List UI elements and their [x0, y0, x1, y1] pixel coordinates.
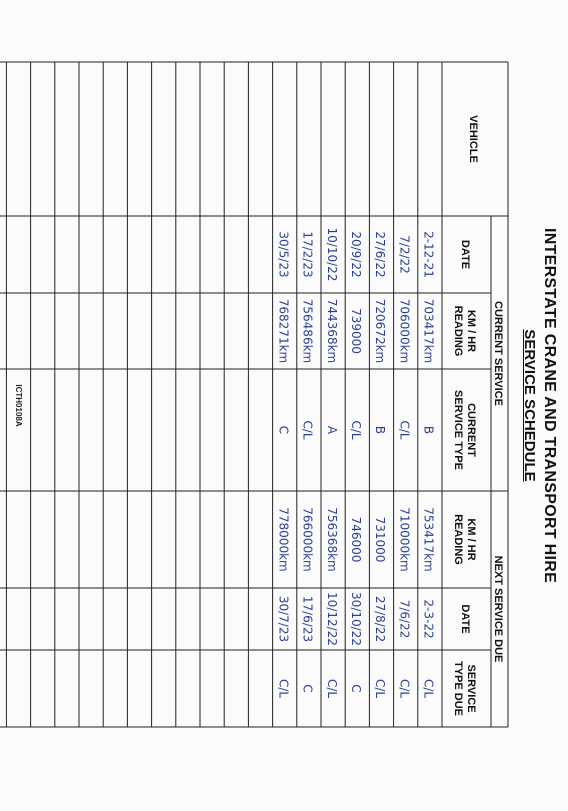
next-reading-header: READING	[452, 514, 464, 565]
cell-km: 744368km	[324, 298, 339, 364]
cell-type: C/L	[300, 420, 315, 440]
cell-type: B	[421, 425, 436, 435]
cell-next-km: 778000km	[276, 507, 291, 572]
cell-next-date: 7/6/22	[397, 599, 412, 639]
cell-next-type: C	[348, 684, 363, 693]
cell-date: 27/6/22	[373, 231, 388, 278]
cell-km: 706000km	[397, 298, 412, 364]
type-due-header: TYPE DUE	[452, 660, 464, 717]
document-title: INTERSTATE CRANE AND TRANSPORT HIRE	[541, 227, 558, 584]
next-service-due-header: NEXT SERVICE DUE	[492, 555, 504, 663]
cell-next-type: C	[300, 684, 315, 693]
cell-next-date: 10/12/22	[324, 592, 339, 646]
vehicle-header: VEHICLE	[467, 115, 479, 163]
cell-date: 20/9/22	[348, 231, 363, 278]
cell-next-date: 27/8/22	[373, 595, 388, 643]
cell-km: 703417km	[421, 298, 436, 364]
cell-type: C	[276, 425, 291, 435]
cell-next-km: 746000	[348, 516, 363, 563]
cell-next-date: 30/7/23	[276, 595, 291, 643]
cell-type: C/L	[348, 420, 363, 440]
cell-date: 30/5/23	[276, 231, 291, 278]
cell-next-type: C/L	[324, 678, 339, 699]
cell-type: C/L	[397, 420, 412, 440]
cell-next-km: 753417km	[421, 507, 436, 572]
cell-km: 768271km	[276, 298, 291, 364]
cell-next-km: 710000km	[397, 507, 412, 572]
cell-next-date: 2-3-22	[421, 599, 436, 639]
service-type-header: SERVICE TYPE	[452, 390, 464, 470]
cell-next-type: C/L	[397, 678, 412, 699]
document-subtitle: SERVICE SCHEDULE	[521, 329, 538, 482]
cell-km: 739000	[348, 308, 363, 354]
cell-next-type: C/L	[373, 678, 388, 699]
km-hr-header: KM / HR	[465, 309, 477, 353]
cell-date: 17/2/23	[300, 231, 315, 278]
cell-date: 2-12-21	[421, 231, 436, 278]
cell-next-date: 30/10/22	[348, 592, 363, 646]
cell-type: A	[324, 425, 339, 435]
current-type-header: CURRENT	[465, 403, 477, 457]
cell-next-type: C/L	[276, 678, 291, 699]
cell-date: 10/10/22	[324, 227, 339, 282]
cell-next-type: C/L	[421, 678, 436, 699]
cell-date: 7/2/22	[397, 235, 412, 274]
form-code: ICTH0108A	[14, 384, 23, 427]
cell-type: B	[373, 425, 388, 435]
reading-header: READING	[452, 305, 464, 357]
cell-km: 756486km	[300, 298, 315, 364]
cell-next-date: 17/6/23	[300, 595, 315, 643]
date-header: DATE	[459, 239, 471, 270]
service-due-header: SERVICE	[465, 664, 477, 713]
next-date-header: DATE	[459, 604, 471, 634]
next-km-hr-header: KM / HR	[465, 518, 477, 561]
cell-next-km: 756368km	[324, 507, 339, 572]
current-service-header: CURRENT SERVICE	[492, 301, 504, 406]
cell-next-km: 731000	[373, 516, 388, 563]
cell-next-km: 766000km	[300, 507, 315, 572]
cell-km: 720672km	[373, 298, 388, 364]
